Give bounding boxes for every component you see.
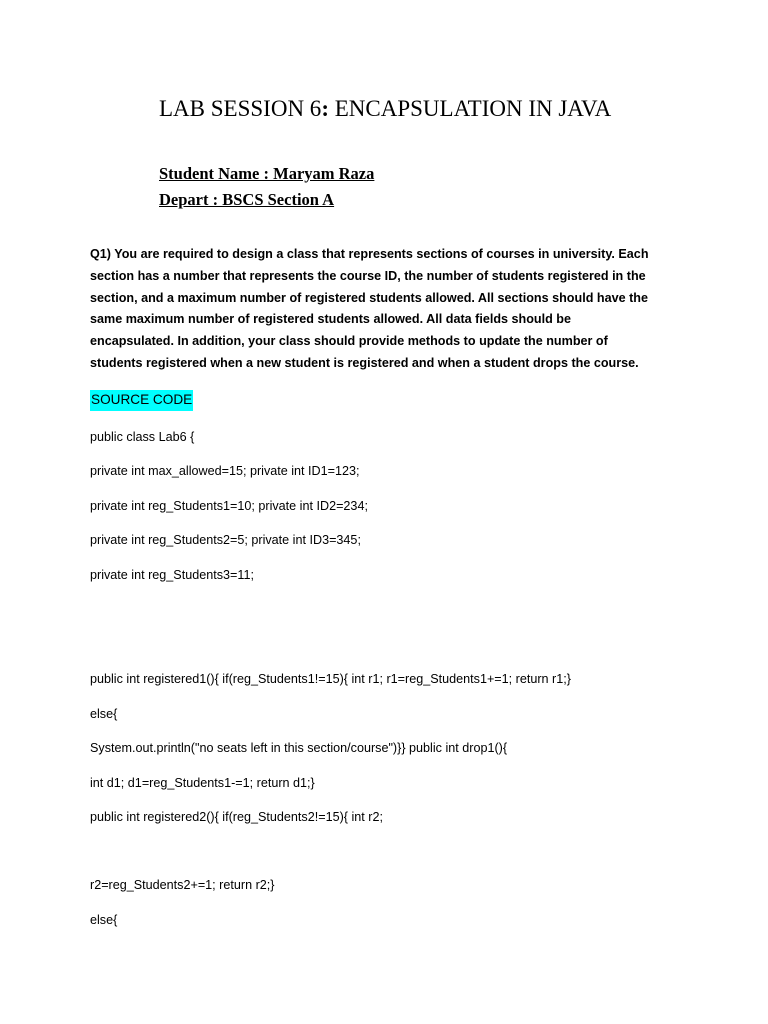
code-line: private int reg_Students2=5; private int ID3=345; xyxy=(90,533,361,547)
title-part1: LAB SESSION 6 xyxy=(159,96,322,121)
code-line: System.out.println("no seats left in this section/course")}} public int drop1(){ xyxy=(90,741,508,755)
question-line: encapsulated. In addition, your class should provide methods to update the number of xyxy=(90,334,608,349)
title-part2: ENCAPSULATION IN JAVA xyxy=(328,96,612,121)
document-title xyxy=(159,96,611,122)
question-line: section has a number that represents the course ID, the number of students registered in the xyxy=(90,268,646,283)
title-colon: : xyxy=(321,96,329,121)
code-line: public int registered1(){ if(reg_Students1!=15){ int r1; r1=reg_Students1+=1; return r1;} xyxy=(90,672,571,686)
question-paragraph xyxy=(90,244,690,375)
code-line: private int max_allowed=15; private int ID1=123; xyxy=(90,464,360,478)
code-line: public class Lab6 { xyxy=(90,430,195,444)
student-department: Depart : BSCS Section A xyxy=(159,190,335,209)
question-line: students registered when a new student is registered and when a student drops the course. xyxy=(90,355,639,370)
code-line: int d1; d1=reg_Students1-=1; return d1;} xyxy=(90,776,315,790)
source-code-heading: SOURCE CODE xyxy=(90,390,193,411)
student-name: Student Name : Maryam Raza xyxy=(159,164,375,183)
code-line: else{ xyxy=(90,707,118,721)
code-line: public int registered2(){ if(reg_Students2!=15){ int r2; xyxy=(90,810,383,824)
code-line: r2=reg_Students2+=1; return r2;} xyxy=(90,878,275,892)
question-line: Q1) You are required to design a class that represents sections of courses in university. Each xyxy=(90,247,649,261)
question-line: same maximum number of registered students allowed. All data fields should be xyxy=(90,312,572,327)
code-line: private int reg_Students3=11; xyxy=(90,568,254,582)
code-line: else{ xyxy=(90,913,118,927)
code-line: private int reg_Students1=10; private int ID2=234; xyxy=(90,499,368,513)
question-line: section, and a maximum number of registered students allowed. All sections should have the xyxy=(90,290,648,305)
